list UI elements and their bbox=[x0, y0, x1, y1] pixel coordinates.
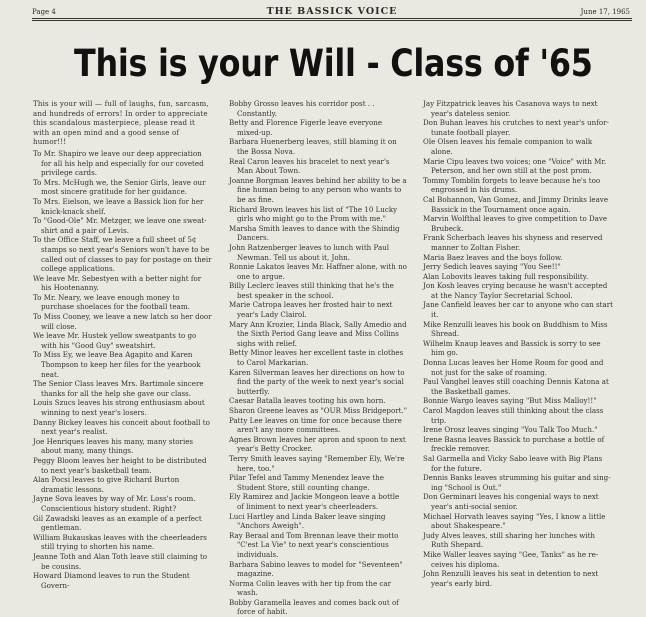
column-1-entries bbox=[33, 149, 213, 590]
will-entry: Billy Leclerc leaves still thinking that he's the best speaker in the school. bbox=[229, 281, 394, 300]
will-entry: Cal Bohannon, Van Gomez, and Jimmy Drinks leave Bassick in the Tournament once again. bbox=[423, 194, 609, 214]
will-entry: Barbara Huenerberg leaves, still blaming it on the Bossa Nova. bbox=[229, 137, 397, 156]
will-entry: Peggy Bloom leaves her height to be distributed to next year's basketball team. bbox=[33, 455, 207, 475]
will-entry: Mary Ann Krozier, Linda Black, Sally Amedio and the Sixth Period Gang leave and Miss Collins sighs with relief. bbox=[229, 319, 407, 348]
will-entry: Judy Alves leaves, still sharing her lunches with Ruth Shepard. bbox=[423, 530, 595, 550]
will-entry: Paul Vanghel leaves still coaching Dennis Katona at the Basketball games. bbox=[423, 377, 609, 396]
will-entry: To Miss Ey, we leave Bea Agapito and Karen Thompson to keep her files for the yearbook neat. bbox=[33, 350, 201, 379]
will-entry: Sal Garmella and Vicky Sabo leave with Big Plans for the future. bbox=[423, 453, 603, 473]
will-entry: Caesar Batalla leaves tooting his own horn. bbox=[229, 396, 386, 406]
will-entry: Marsha Smith leaves to dance with the Shindig Dancers. bbox=[229, 223, 400, 243]
will-entry: To Mr. Shapiro we leave our deep appreciation for all his help and especially for our coveted privilege cards. bbox=[33, 148, 204, 178]
will-entry: Pilar Tefel and Tammy Menendez leave the Student Store, still counting change. bbox=[229, 473, 384, 492]
will-entry: Real Caron leaves his bracelet to next year's Man About Town. bbox=[229, 156, 390, 176]
will-entry: Donna Lucas leaves her Home Room for good and not just for the sake of roaming. bbox=[423, 358, 604, 377]
header-rule-top bbox=[32, 18, 632, 19]
column-2 bbox=[229, 99, 407, 617]
will-entry: Terry Smith leaves saying "Remember Ely, We're here, too." bbox=[229, 453, 405, 473]
will-entry: Marvin Wolfthal leaves to give competition to Dave Brubeck. bbox=[423, 214, 608, 233]
will-entry: John Ratzenberger leaves to lunch with Paul Newman. Tell us about it, John. bbox=[229, 242, 390, 262]
issue-date: June 17, 1965 bbox=[580, 8, 630, 16]
will-entry: Karen Silverman leaves her directions on how to find the party of the week to next year's social butterfly. bbox=[229, 367, 405, 396]
column-3 bbox=[423, 99, 614, 588]
will-entry: Alan Pocsi leaves to give Richard Burton dramatic lessons. bbox=[33, 475, 180, 494]
will-entry: Sharon Greene leaves as "OUR Miss Bridgeport." bbox=[229, 406, 407, 415]
will-entry: Barbara Sabino leaves to model for "Seventeen" magazine. bbox=[229, 559, 403, 579]
will-entry: Danny Bickey leaves his conceit about football to next year's realist. bbox=[33, 417, 210, 437]
will-entry: Jay Fitzpatrick leaves his Casanova ways to next year's dateless senior. bbox=[423, 99, 598, 118]
will-entry: Bobby Grosso leaves his corridor post . . Constantly. bbox=[229, 99, 375, 118]
will-entry: To Mrs. McHugh we, the Senior Girls, leave our most sincere gratitude for her guidance. bbox=[33, 177, 206, 197]
will-entry: Maria Baez leaves and the boys follow. bbox=[423, 252, 563, 262]
will-entry: Marie Catropa leaves her frosted hair to next year's Lady Clairol. bbox=[229, 300, 393, 320]
will-entry: Bonnie Wargo leaves saying "But Miss Malloy!!" bbox=[423, 396, 597, 406]
will-entry: Irene Basna leaves Bassick to purchase a bottle of freckle remover. bbox=[423, 434, 605, 454]
will-entry: Betty Minor leaves her excellent taste in clothes to Carol Markarian. bbox=[229, 348, 404, 368]
page-number: Page 4 bbox=[32, 8, 56, 16]
will-entry: Don Buhan leaves his crutches to next year's unfortunate football player. bbox=[423, 118, 609, 137]
will-entry: Mike Renzulli leaves his book on Buddhism to Miss Shread. bbox=[423, 319, 608, 339]
will-entry: Mike Waller leaves saying "Gee, Tanks" as he receives his diploma. bbox=[423, 549, 599, 569]
will-entry: Jayne Sova leaves by way of Mr. Loss's room. Conscientious history student. Right? bbox=[33, 494, 196, 513]
will-entry: Ole Olsen leaves his female companion to walk alone. bbox=[423, 137, 593, 156]
will-entry: Joe Henriques leaves his many, many stories about many, many things. bbox=[33, 436, 194, 456]
will-entry: John Renzulli leaves his seat in detention to next year's early bird. bbox=[423, 569, 599, 588]
will-entry: Norma Colin leaves with her tip from the car wash. bbox=[229, 578, 392, 598]
intro-paragraph: This is your will — full of laughs, fun, sarcasm, and hundreds of errors! In order to appreciate this scandalous masterpiece, please read it with an open mind and a good sense of humor!!! bbox=[33, 99, 209, 147]
will-entry: Agnes Brown leaves her apron and spoon to next year's Betty Crocker. bbox=[229, 434, 406, 454]
will-entry: Tommy Tomblin forgets to leave because he's too engrossed in his drums. bbox=[423, 175, 601, 195]
will-entry: Jerry Sedich leaves saying "You See!!" bbox=[423, 262, 561, 272]
will-entry: Joanne Borgman leaves behind her ability to be a fine human being to any person who wants to be as fine. bbox=[229, 175, 407, 204]
headline: This is your Will - Class of '65 bbox=[74, 42, 593, 85]
will-entry: William Bukauskas leaves with the cheerleaders still trying to shorten his name. bbox=[33, 532, 207, 552]
will-entry: Dennis Banks leaves strumming his guitar and singing "School is Out." bbox=[423, 473, 611, 492]
will-entry: Ray Beraal and Tom Brennan leave their motto "C'est La Vie" to next year's conscientious individuals. bbox=[229, 530, 399, 559]
will-entry: Betty and Florence Figerle leave everyone mixed-up. bbox=[229, 118, 383, 137]
will-entry: Alan Lobovits leaves taking full responsibility. bbox=[423, 271, 589, 281]
will-entry: Howard Diamond leaves to run the Student Govern- bbox=[33, 571, 190, 590]
will-entry: Bobby Garamella leaves and comes back out of force of habit. bbox=[229, 597, 399, 617]
will-entry: Don Germinari leaves his congenial ways to next year's anti-social senior. bbox=[423, 492, 599, 511]
will-entry: Luci Hartley and Linda Baker leave singing "Anchors Aweigh". bbox=[229, 511, 386, 531]
will-entry: Ronnie Lakatos leaves Mr. Haffner alone, with no one to argue. bbox=[229, 262, 407, 281]
will-entry: The Senior Class leaves Mrs. Bartimole sincere thanks for all the help she gave our class. bbox=[33, 379, 204, 398]
will-entry: Gil Zawadski leaves as an example of a perfect gentleman. bbox=[33, 513, 202, 533]
will-entry: Richard Brown leaves his list of "The 10 Lucky girls who might go to the Prom with me." bbox=[229, 204, 398, 224]
will-entry: Michael Horvath leaves saying "Yes, I know a little about Shakespeare." bbox=[423, 511, 606, 531]
will-entry: Louis Szucs leaves his strong enthusiasm about winning to next year's losers. bbox=[33, 398, 205, 417]
will-entry: Ely Ramirez and Jackie Mongeon leave a bottle of liniment to next year's cheerleaders. bbox=[229, 492, 400, 511]
newspaper-name: THE BASSICK VOICE bbox=[266, 6, 398, 17]
will-entry: We leave Mr. Sebestyen with a better night for his Hootenanny. bbox=[33, 273, 202, 293]
will-entry: To Miss Cooney, we leave a new latch so her door will close. bbox=[33, 312, 212, 331]
will-entry: Patty Lee leaves on time for once because there aren't any more committees. bbox=[229, 415, 402, 435]
will-entry: To Mrs. Eielson, we leave a Bassick lion for her knick-knack shelf. bbox=[33, 196, 204, 216]
will-entry: To Mr. Neary, we leave enough money to purchase shoelaces for the football team. bbox=[33, 292, 190, 312]
will-entry: Jeanne Toth and Alan Toth leave still claiming to be cousins. bbox=[33, 551, 208, 571]
column-3-entries bbox=[423, 99, 613, 588]
will-entry: Wilhelm Knaup leaves and Bassick is sorry to see him go. bbox=[423, 338, 601, 358]
will-entry: Carol Magdon leaves still thinking about the class trip. bbox=[423, 406, 604, 425]
column-2-entries bbox=[229, 99, 407, 617]
will-entry: To "Good-Ole" Mr. Metzger, we leave one sweatshirt and a pair of Levis. bbox=[33, 216, 207, 235]
will-entry: Jane Canfield leaves her car to anyone who can start it. bbox=[423, 300, 614, 320]
column-1 bbox=[33, 99, 213, 590]
header-rule-bottom bbox=[32, 20, 632, 21]
will-entry: Jon Kosh leaves crying because he wasn't accepted at the Nancy Taylor Secretarial School. bbox=[423, 281, 608, 300]
will-entry: We leave Mr. Hustek yellow sweatpants to go with his "Good Guy" sweatshirt. bbox=[33, 331, 197, 350]
will-entry: To the Office Staff, we leave a full sheet of 5¢ stamps so next year's Seniors won't have to be called out of classes to pay for postage on their college applications. bbox=[33, 235, 212, 274]
will-entry: Irene Orosz leaves singing "You Talk Too Much." bbox=[423, 425, 598, 435]
will-entry: Frank Scherbach leaves his shyness and reserved manner to Zoltan Fisher. bbox=[423, 233, 603, 252]
will-entry: Marie Cipu leaves two voices; one "Voice" with Mr. Peterson, and her own still at the post prom. bbox=[423, 156, 607, 176]
